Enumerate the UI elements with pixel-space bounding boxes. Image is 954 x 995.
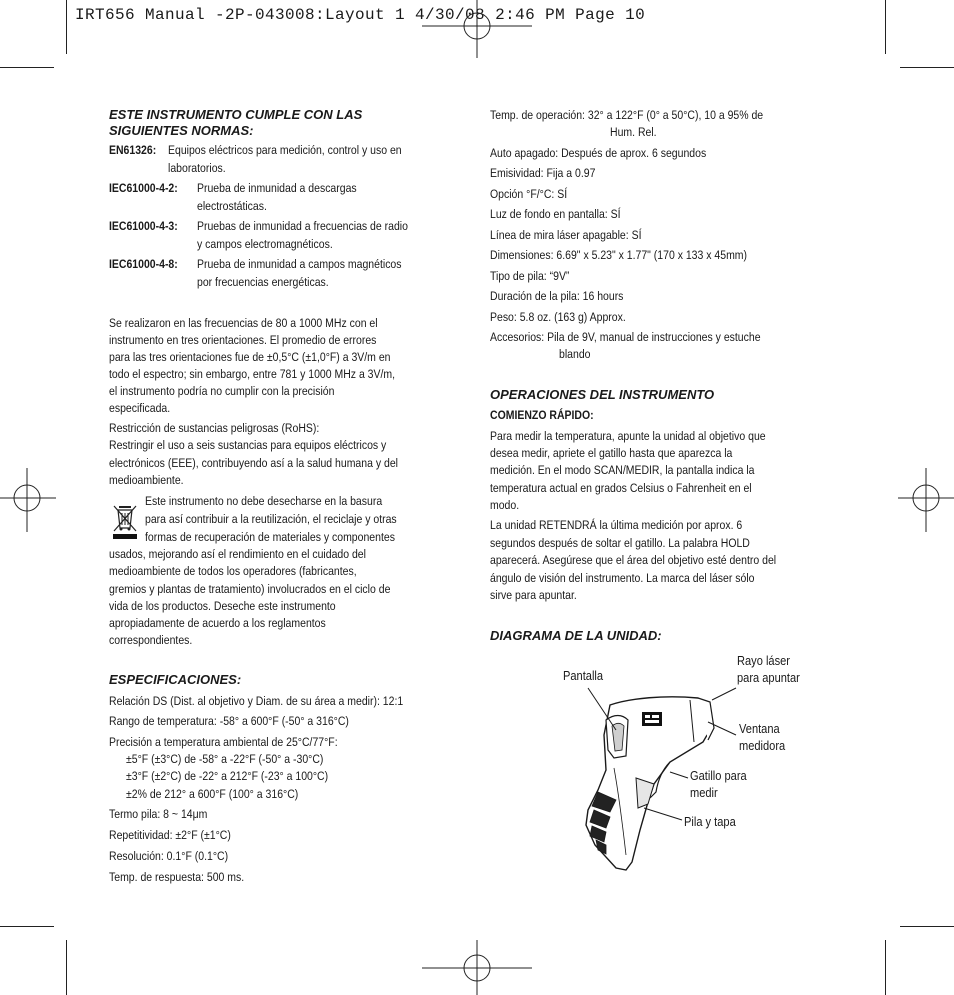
- spec-line: Relación DS (Dist. al objetivo y Diam. de su área a medir): 12:1: [109, 694, 404, 708]
- spec-line: Termo pila: 8 ~ 14μm: [109, 807, 208, 821]
- paragraph-line: medioambiente.: [109, 473, 184, 487]
- standard-code: IEC61000-4-2:: [109, 181, 178, 195]
- paragraph-line: medición. En el modo SCAN/MEDIR, la pantalla indica la: [490, 463, 755, 477]
- standard-code: EN61326:: [109, 143, 157, 157]
- spec-line: Precisión a temperatura ambiental de 25°C/77°F:: [109, 735, 338, 749]
- diagram-label-display: Pantalla: [563, 669, 604, 683]
- standards-heading: ESTE INSTRUMENTO CUMPLE CON LAS: [109, 107, 363, 122]
- paragraph-line: vida de los productos. Deseche este instrumento: [109, 599, 336, 613]
- paragraph-line: para así contribuir a la reutilización, el reciclaje y otras: [145, 512, 397, 526]
- spec-line: Repetitividad: ±2°F (±1°C): [109, 828, 231, 842]
- standard-description: laboratorios.: [168, 161, 226, 175]
- spec-line: Accesorios: Pila de 9V, manual de instrucciones y estuche: [490, 330, 761, 344]
- spec-line: blando: [559, 347, 591, 361]
- standard-description: Equipos eléctricos para medición, control y uso en: [168, 143, 402, 157]
- paragraph-line: Restricción de sustancias peligrosas (RoHS):: [109, 421, 320, 435]
- spec-line: Temp. de respuesta: 500 ms.: [109, 870, 245, 884]
- paragraph-line: aparecerá. Asegúrese que el área del objetivo esté dentro del: [490, 553, 777, 567]
- diagram-label-battery: Pila y tapa: [684, 815, 736, 829]
- standard-description: Prueba de inmunidad a campos magnéticos: [197, 257, 402, 271]
- spec-line: Opción °F/°C: SÍ: [490, 187, 568, 201]
- paragraph-line: sirve para apuntar.: [490, 588, 577, 602]
- diagram-label-window: Ventana: [739, 722, 780, 736]
- spec-line: Duración de la pila: 16 hours: [490, 289, 624, 303]
- crop-mark: [900, 926, 954, 927]
- paragraph-line: modo.: [490, 498, 520, 512]
- spec-line: Línea de mira láser apagable: SÍ: [490, 228, 642, 242]
- paragraph-line: todo el espectro; sin embargo, entre 781 y 1000 MHz a 3V/m,: [109, 367, 396, 381]
- standards-heading: SIGUIENTES NORMAS:: [109, 123, 254, 138]
- paragraph-line: temperatura actual en grados Celsius o Fahrenheit en el: [490, 481, 752, 495]
- paragraph-line: correspondientes.: [109, 633, 193, 647]
- crop-mark: [885, 940, 886, 995]
- printer-slug: IRT656 Manual -2P-043008:Layout 1 4/30/08 2:46 PM Page 10: [75, 6, 646, 24]
- diagram-label-laser: Rayo láser: [737, 654, 790, 668]
- spec-accuracy-line: ±2% de 212° a 600°F (100° a 316°C): [126, 787, 299, 801]
- paragraph-line: electrónicos (EEE), contribuyendo así a la salud humana y del: [109, 456, 398, 470]
- standard-description: Prueba de inmunidad a descargas: [197, 181, 357, 195]
- standard-description: por frecuencias energéticas.: [197, 275, 329, 289]
- spec-line: Auto apagado: Después de aprox. 6 segundos: [490, 146, 707, 160]
- spec-line: Tipo de pila: “9V”: [490, 269, 570, 283]
- crop-mark: [66, 0, 67, 54]
- paragraph-line: Este instrumento no debe desecharse en la basura: [145, 494, 383, 508]
- paragraph-line: especificada.: [109, 401, 171, 415]
- spec-accuracy-line: ±5°F (±3°C) de -58° a -22°F (-50° a -30°C): [126, 752, 324, 766]
- paragraph-line: formas de recuperación de materiales y componentes: [145, 530, 395, 544]
- diagram-callout-lines: [560, 660, 750, 830]
- specifications-heading: ESPECIFICACIONES:: [109, 672, 242, 687]
- operations-heading: OPERACIONES DEL INSTRUMENTO: [490, 387, 715, 402]
- standard-description: Pruebas de inmunidad a frecuencias de radio: [197, 219, 408, 233]
- paragraph-line: gremios y plantas de tratamiento) involucrados en el ciclo de: [109, 582, 391, 596]
- standard-description: electrostáticas.: [197, 199, 267, 213]
- paragraph-line: Se realizaron en las frecuencias de 80 a 1000 MHz con el: [109, 316, 378, 330]
- paragraph-line: usados, mejorando así el rendimiento en el cuidado del: [109, 547, 366, 561]
- paragraph-line: el instrumento podría no cumplir con la precisión: [109, 384, 335, 398]
- quick-start-heading: COMIENZO RÁPIDO:: [490, 408, 594, 422]
- paragraph-line: apropiadamente de acuerdo a los reglamentos: [109, 616, 326, 630]
- spec-line: Dimensiones: 6.69" x 5.23" x 1.77" (170 x 133 x 45mm): [490, 248, 748, 262]
- spec-line: Rango de temperatura: -58° a 600°F (-50° a 316°C): [109, 714, 349, 728]
- standard-code: IEC61000-4-3:: [109, 219, 178, 233]
- standard-code: IEC61000-4-8:: [109, 257, 178, 271]
- diagram-heading: DIAGRAMA DE LA UNIDAD:: [490, 628, 662, 643]
- diagram-label-laser: para apuntar: [737, 671, 800, 685]
- crop-mark: [900, 67, 954, 68]
- paragraph-line: para las tres orientaciones fue de ±0,5°C (±1,0°F) a 3V/m en: [109, 350, 391, 364]
- registration-mark-icon: [0, 468, 56, 532]
- paragraph-line: Restringir el uso a seis sustancias para equipos eléctricos y: [109, 438, 387, 452]
- spec-accuracy-line: ±3°F (±2°C) de -22° a 212°F (-23° a 100°C): [126, 769, 329, 783]
- spec-line: Hum. Rel.: [610, 125, 657, 139]
- crop-mark: [0, 926, 54, 927]
- crop-mark: [66, 940, 67, 995]
- spec-line: Luz de fondo en pantalla: SÍ: [490, 207, 621, 221]
- paragraph-line: ángulo de visión del instrumento. La marca del láser sólo: [490, 571, 755, 585]
- diagram-label-trigger: medir: [690, 786, 718, 800]
- paragraph-line: segundos después de soltar el gatillo. La palabra HOLD: [490, 536, 750, 550]
- registration-mark-icon: [422, 0, 532, 58]
- standard-description: y campos electromagnéticos.: [197, 237, 333, 251]
- spec-line: Emisividad: Fija a 0.97: [490, 166, 596, 180]
- spec-line: Resolución: 0.1°F (0.1°C): [109, 849, 229, 863]
- diagram-label-trigger: Gatillo para: [690, 769, 747, 783]
- registration-mark-icon: [898, 468, 954, 532]
- paragraph-line: desea medir, apriete el gatillo hasta que aparezca la: [490, 446, 733, 460]
- paragraph-line: medioambiente de todos los operadores (fabricantes,: [109, 564, 357, 578]
- crop-mark: [885, 0, 886, 54]
- registration-mark-icon: [422, 940, 532, 995]
- paragraph-line: La unidad RETENDRÁ la última medición por aprox. 6: [490, 518, 743, 532]
- spec-line: Temp. de operación: 32° a 122°F (0° a 50°C), 10 a 95% de: [490, 108, 764, 122]
- paragraph-line: Para medir la temperatura, apunte la unidad al objetivo que: [490, 429, 766, 443]
- crop-mark: [0, 67, 54, 68]
- crossed-out-bin-icon: [112, 502, 138, 540]
- paragraph-line: instrumento en tres orientaciones. El promedio de errores: [109, 333, 377, 347]
- spec-line: Peso: 5.8 oz. (163 g) Approx.: [490, 310, 626, 324]
- diagram-label-window: medidora: [739, 739, 786, 753]
